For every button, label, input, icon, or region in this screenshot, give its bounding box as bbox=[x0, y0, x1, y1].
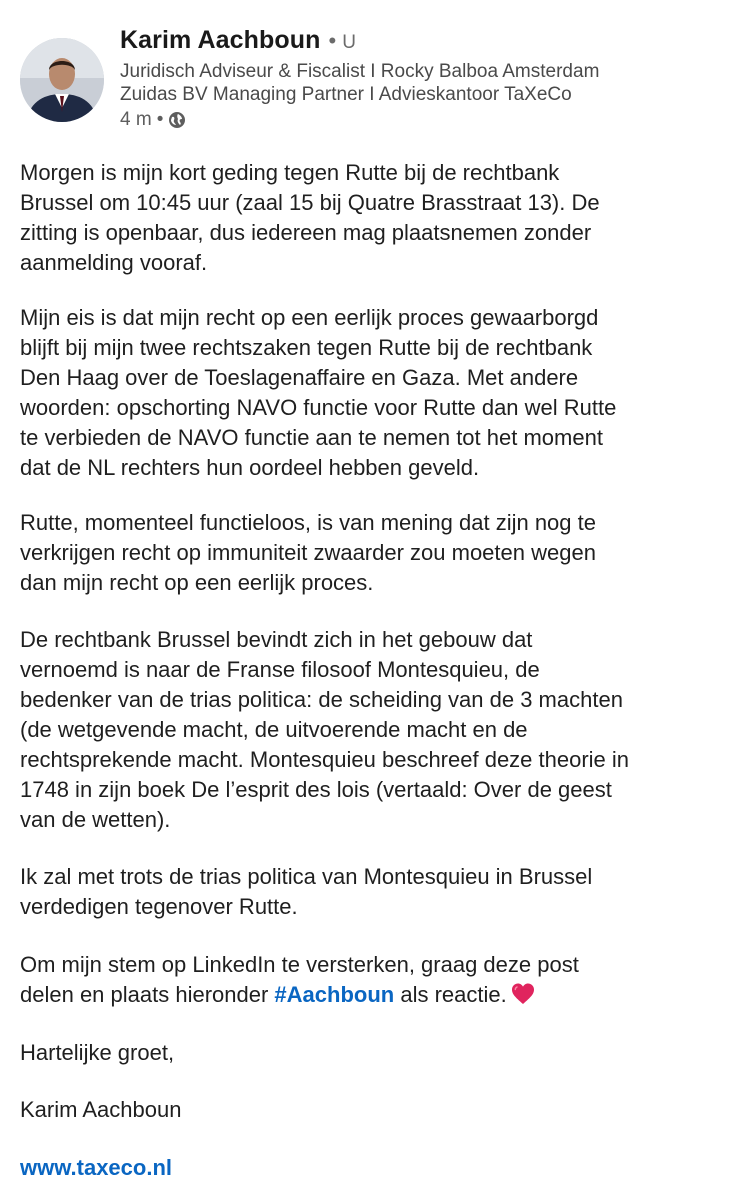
paragraph-4: De rechtbank Brussel bevindt zich in het gebouw dat vernoemd is naar de Franse filosoof Montesquieu, de bedenker van de trias politica: de scheiding van de 3 machten (de wetgevende macht, de uitvoerende macht en de rechtsprekende macht. Montesquieu beschreef deze theorie in 1748 in zijn boek De l’esprit des lois (vertaald: Over de geest van de wetten). bbox=[20, 627, 630, 832]
headline-line-2: Zuidas BV Managing Partner I Advieskantoor TaXeCo bbox=[120, 84, 572, 105]
connection-degree: U bbox=[342, 32, 356, 53]
author-headline bbox=[120, 60, 722, 106]
globe-icon bbox=[168, 111, 186, 129]
post-time-row bbox=[120, 108, 722, 132]
paragraph-3: Rutte, momenteel functieloos, is van mening dat zijn nog te verkrijgen recht op immuniteit zwaarder zou moeten wegen dan mijn recht op een eerlijk proces. bbox=[20, 510, 596, 595]
paragraph-2: Mijn eis is dat mijn recht op een eerlijk proces gewaarborgd blijft bij mijn twee rechtszaken tegen Rutte bij de rechtbank Den Haag over de Toeslagenaffaire en Gaza. Met andere woorden: opschorting NAVO functie voor Rutte dan wel Rutte te verbieden de NAVO functie aan te nemen tot het moment dat de NL rechters hun oordeel hebben geveld. bbox=[20, 305, 617, 480]
website-link[interactable]: www.taxeco.nl bbox=[20, 1155, 173, 1180]
paragraph-signature: Karim Aachboun bbox=[20, 1097, 182, 1122]
time-separator: • bbox=[156, 109, 164, 130]
hashtag-link[interactable]: #Aachboun bbox=[274, 982, 395, 1007]
post-time: 4 m bbox=[120, 109, 152, 130]
avatar[interactable] bbox=[20, 38, 104, 122]
paragraph-6-prefix: Om mijn stem op LinkedIn te versterken, graag deze post delen en plaats hieronder bbox=[20, 952, 579, 1007]
paragraph-greeting: Hartelijke groet, bbox=[20, 1040, 175, 1065]
paragraph-1: Morgen is mijn kort geding tegen Rutte bij de rechtbank Brussel om 10:45 uur (zaal 15 bij Quatre Brasstraat 13). De zitting is openbaar, dus iedereen mag plaatsnemen zonder aanmelding vooraf. bbox=[20, 160, 600, 275]
name-separator: • bbox=[328, 28, 337, 53]
author-name[interactable]: Karim Aachboun bbox=[120, 26, 321, 54]
author-meta bbox=[120, 26, 722, 132]
profile-photo bbox=[20, 38, 104, 122]
paragraph-6 bbox=[20, 950, 579, 1010]
post-header bbox=[0, 0, 732, 150]
paragraph-6-suffix: als reactie. bbox=[394, 982, 507, 1007]
headline-line-1: Juridisch Adviseur & Fiscalist I Rocky Balboa Amsterdam bbox=[120, 61, 600, 82]
paragraph-5: Ik zal met trots de trias politica van Montesquieu in Brussel verdedigen tegenover Rutte. bbox=[20, 864, 593, 919]
heart-icon bbox=[510, 981, 536, 1007]
author-name-row bbox=[120, 26, 722, 58]
paragraph-link bbox=[20, 1153, 172, 1183]
